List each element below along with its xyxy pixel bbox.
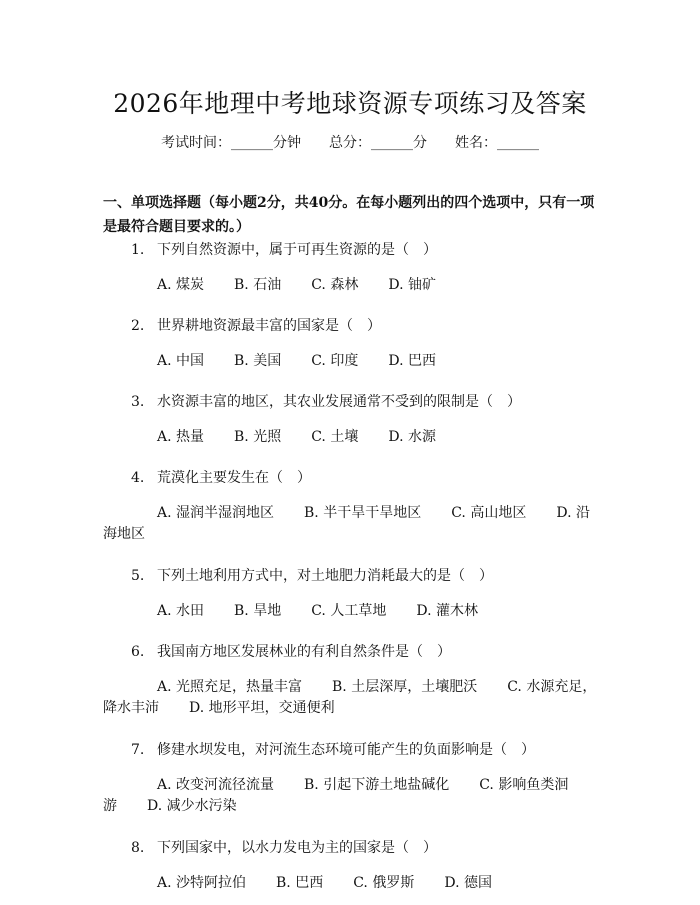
question-list bbox=[103, 240, 597, 893]
option-row bbox=[157, 351, 597, 371]
name-blank: ______ bbox=[497, 135, 539, 151]
option-d: D. 灌木林 bbox=[416, 603, 478, 619]
option-b: B. 引起下游土地盐碱化 bbox=[304, 777, 450, 793]
option-row bbox=[103, 775, 597, 817]
page-title: 2026年地理中考地球资源专项练习及答案 bbox=[113, 89, 587, 118]
option-row bbox=[157, 275, 597, 295]
option-d: D. 巴西 bbox=[388, 353, 436, 369]
question-3 bbox=[103, 392, 597, 447]
option-b: B. 土层深厚，土壤肥沃 bbox=[332, 679, 478, 695]
question-5 bbox=[103, 566, 597, 621]
question-2 bbox=[103, 316, 597, 371]
option-c: C. 人工草地 bbox=[311, 603, 387, 619]
option-a: A. 改变河流径流量 bbox=[157, 777, 275, 793]
time-label: 考试时间： bbox=[161, 135, 231, 151]
option-c: C. 印度 bbox=[311, 353, 359, 369]
option-c: C. 影响鱼类洄游 bbox=[103, 777, 569, 814]
question-number: 1. bbox=[131, 242, 145, 258]
option-d: D. 沿海地区 bbox=[103, 505, 590, 542]
option-a: A. 光照充足，热量丰富 bbox=[157, 679, 303, 695]
question-stem: 荒漠化主要发生在（ ） bbox=[157, 470, 311, 486]
score-unit: 分 bbox=[413, 135, 427, 151]
question-number: 8. bbox=[131, 840, 145, 856]
question-stem: 下列自然资源中，属于可再生资源的是（ ） bbox=[157, 242, 437, 258]
question-6 bbox=[103, 642, 597, 719]
question-stem: 修建水坝发电，对河流生态环境可能产生的负面影响是（ ） bbox=[157, 742, 535, 758]
option-a: A. 水田 bbox=[157, 603, 205, 619]
option-c: C. 高山地区 bbox=[451, 505, 527, 521]
option-d: D. 德国 bbox=[444, 875, 492, 891]
time-blank: ______ bbox=[231, 135, 273, 151]
question-number: 3. bbox=[131, 394, 145, 410]
option-b: B. 半干旱干旱地区 bbox=[304, 505, 422, 521]
time-unit: 分钟 bbox=[273, 135, 301, 151]
score-blank: ______ bbox=[371, 135, 413, 151]
question-7 bbox=[103, 740, 597, 817]
option-b: B. 巴西 bbox=[276, 875, 324, 891]
name-label: 姓名： bbox=[455, 135, 497, 151]
option-d: D. 地形平坦，交通便利 bbox=[189, 700, 335, 716]
option-row bbox=[157, 427, 597, 447]
question-stem: 世界耕地资源最丰富的国家是（ ） bbox=[157, 318, 381, 334]
option-a: A. 沙特阿拉伯 bbox=[157, 875, 247, 891]
question-4 bbox=[103, 468, 597, 545]
option-d: D. 减少水污染 bbox=[147, 798, 237, 814]
option-c: C. 水源充足，降水丰沛 bbox=[103, 679, 597, 716]
option-row bbox=[157, 873, 597, 893]
option-c: C. 俄罗斯 bbox=[353, 875, 415, 891]
option-row bbox=[103, 677, 597, 719]
option-c: C. 土壤 bbox=[311, 429, 359, 445]
question-stem: 水资源丰富的地区，其农业发展通常不受到的限制是（ ） bbox=[157, 394, 521, 410]
option-c: C. 森林 bbox=[311, 277, 359, 293]
question-number: 5. bbox=[131, 568, 145, 584]
option-b: B. 石油 bbox=[234, 277, 282, 293]
question-number: 4. bbox=[131, 470, 145, 486]
option-d: D. 水源 bbox=[388, 429, 436, 445]
option-row bbox=[103, 503, 597, 545]
question-stem: 下列国家中，以水力发电为主的国家是（ ） bbox=[157, 840, 437, 856]
question-number: 6. bbox=[131, 644, 145, 660]
option-b: B. 美国 bbox=[234, 353, 282, 369]
question-number: 2. bbox=[131, 318, 145, 334]
option-a: A. 热量 bbox=[157, 429, 205, 445]
option-a: A. 中国 bbox=[157, 353, 205, 369]
option-a: A. 煤炭 bbox=[157, 277, 205, 293]
option-row bbox=[157, 601, 597, 621]
section-heading: 一、单项选择题（每小题2分，共40分。在每小题列出的四个选项中，只有一项是最符合题目要求的。） bbox=[103, 195, 595, 235]
option-d: D. 铀矿 bbox=[388, 277, 436, 293]
question-stem: 下列土地利用方式中，对土地肥力消耗最大的是（ ） bbox=[157, 568, 493, 584]
option-b: B. 光照 bbox=[234, 429, 282, 445]
question-stem: 我国南方地区发展林业的有利自然条件是（ ） bbox=[157, 644, 451, 660]
score-label: 总分： bbox=[329, 135, 371, 151]
option-b: B. 旱地 bbox=[234, 603, 282, 619]
question-number: 7. bbox=[131, 742, 145, 758]
question-8 bbox=[103, 838, 597, 893]
option-a: A. 湿润半湿润地区 bbox=[157, 505, 275, 521]
exam-meta bbox=[0, 132, 700, 152]
question-1 bbox=[103, 240, 597, 295]
